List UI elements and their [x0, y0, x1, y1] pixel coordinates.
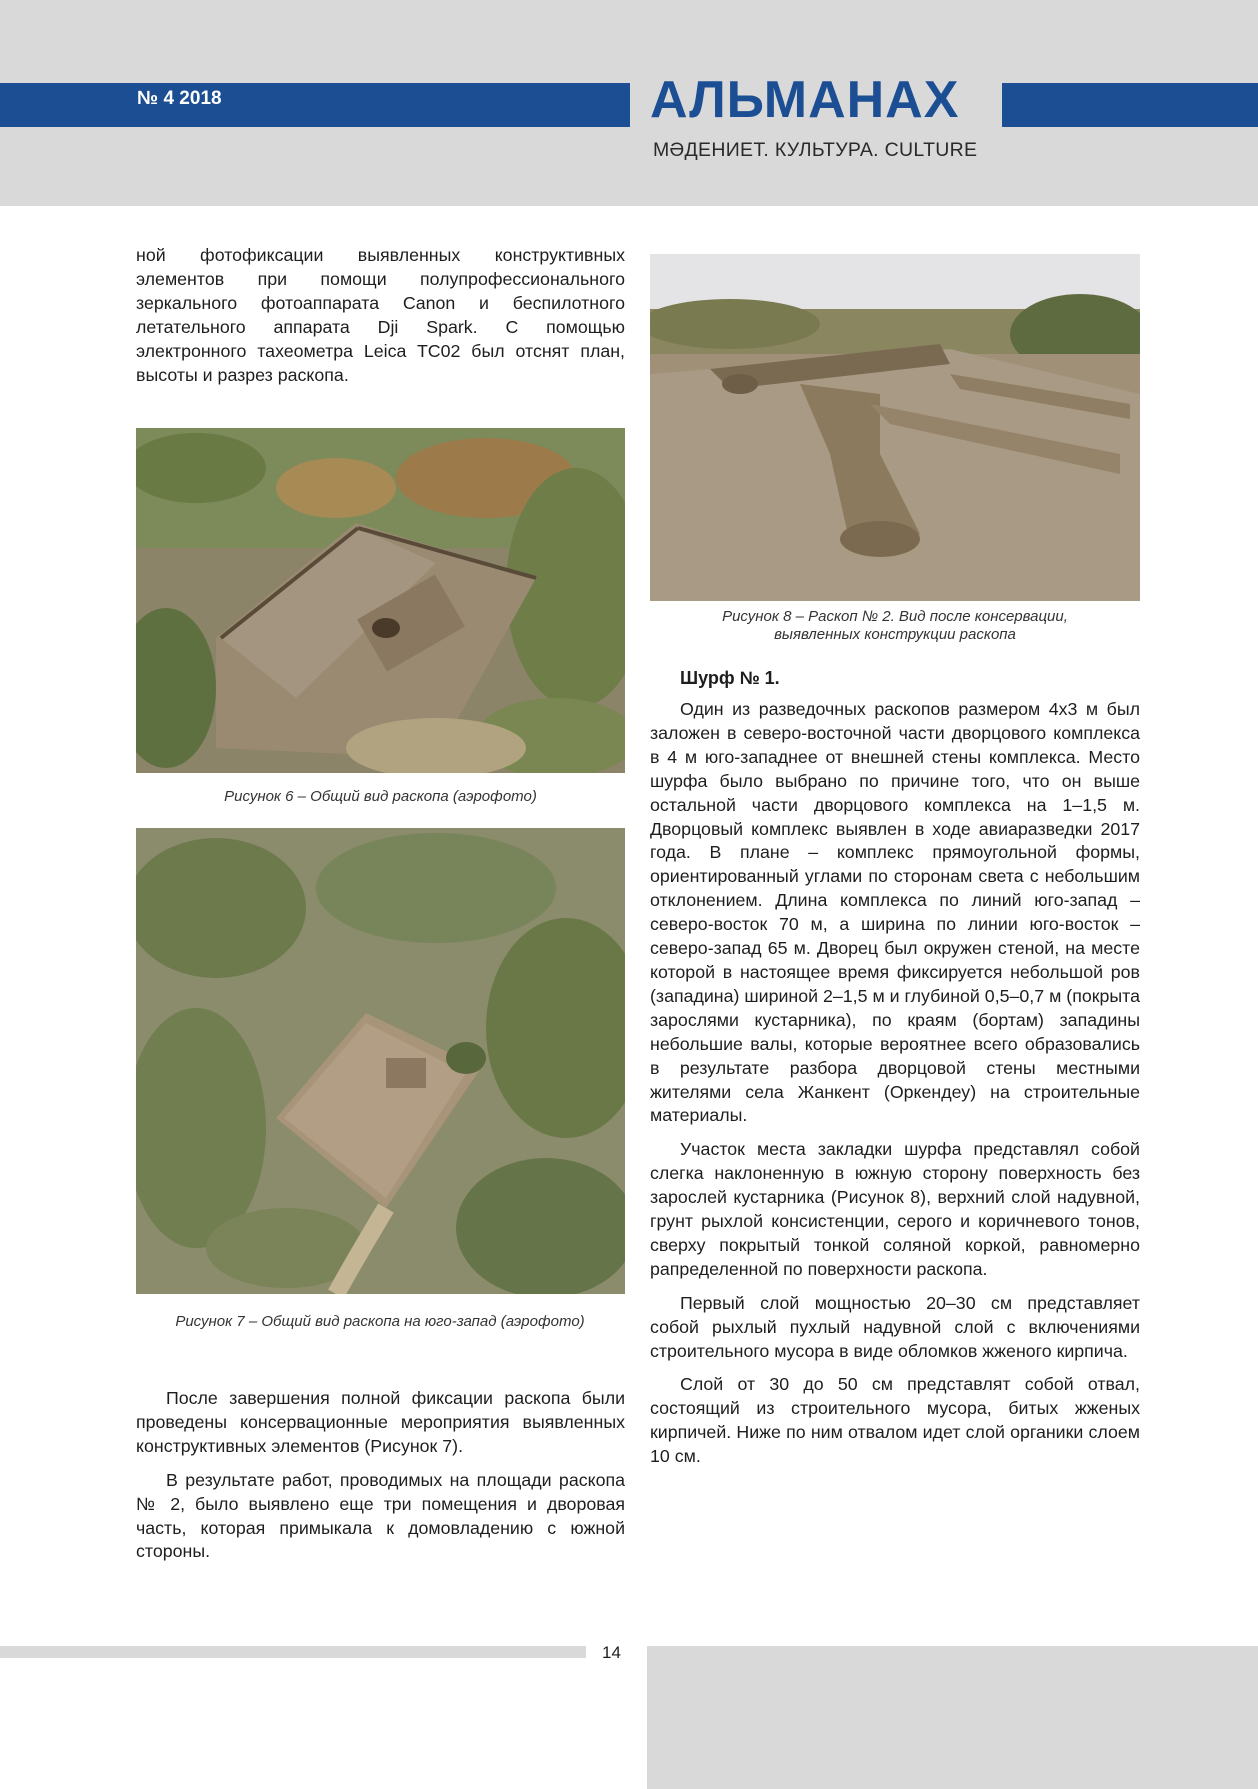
- figure-7-aerial-photo: [136, 828, 625, 1294]
- intro-paragraph: [136, 244, 625, 387]
- right-column-text: [650, 698, 1140, 1469]
- footer-line: [0, 1646, 586, 1658]
- figure-6-caption: Рисунок 6 – Общий вид раскопа (аэрофото): [224, 788, 537, 805]
- paragraph-second-layer: Слой от 30 до 50 см представлят собой отвал, состоящий из строительного мусора, битых жженых кирпичей. Ниже по ним отвалом идет слой органики слоем 10 см.: [650, 1374, 1140, 1467]
- figure-7-caption: Рисунок 7 – Общий вид раскопа на юго-запад (аэрофото): [175, 1313, 585, 1330]
- paragraph-pit-description: Один из разведочных раскопов размером 4х3 м был заложен в северо-восточной части дворцового комплекса в 4 м юго-западнее от внешней стены комплекса. Место шурфа было выбрано по причине того, что он выше остальной части дворцового комплекса на 1–1,5 м. Дворцовый комплекс выявлен в ходе авиаразведки 2017 года. В плане – комплекс прямоугольной формы, ориентированный углами по сторонам света с небольшим отклонением. Длина комплекса по линий юго-запад – северо-восток 70 м, а ширина по линии юго-восток – северо-запад 65 м. Дворец был окружен стеной, на месте которой в настоящее время фиксируется небольшой ров (западина) шириной 2–1,5 м и глубиной 0,5–0,7 м (покрыта зарослями кустарника), по краям (бортам) западины небольшие валы, которые вероятнее всего образовались в результате разбора дворцовой стены местными жителями села Жанкент (Оркендеу) на строительные материалы.: [650, 699, 1140, 1126]
- left-bottom-text: [136, 1387, 625, 1564]
- paragraph-results: В результате работ, проводимых на площади раскопа № 2, было выявлено еще три помещения и дворовая часть, которая примыкала к домовладению с южной стороны.: [136, 1469, 625, 1562]
- magazine-title: АЛЬМАНАХ: [650, 71, 960, 129]
- issue-number: № 4 2018: [137, 88, 222, 109]
- paragraph-conservation: После завершения полной фиксации раскопа были проведены консервационные мероприятия выявленных конструктивных элементов (Рисунок 7).: [136, 1388, 625, 1456]
- magazine-subtitle: МӘДЕНИЕТ. КУЛЬТУРА. CULTURE: [653, 139, 978, 161]
- footer-block: [647, 1646, 1258, 1789]
- figure-8-caption: Рисунок 8 – Раскоп № 2. Вид после консервации, выявленных конструкции раскопа: [722, 608, 1068, 643]
- paragraph-first-layer: Первый слой мощностью 20–30 см представляет собой рыхлый пухлый надувной слой с включениями строительного мусора в виде обломков жженого кирпича.: [650, 1292, 1140, 1361]
- intro-text: ной фотофиксации выявленных конструктивных элементов при помощи полупрофессионального зеркального фотоаппарата Canon и беспилотного летательного аппарата Dji Spark. С помощью электронного тахеометра Leica TC02 был отснят план, высоты и разрез раскопа.: [136, 245, 625, 385]
- figure-6-aerial-photo: [136, 428, 625, 773]
- page-number: 14: [602, 1643, 621, 1662]
- figure-8-photo: [650, 254, 1140, 601]
- section-heading: Шурф № 1.: [680, 668, 780, 688]
- header-bar-left: [0, 83, 630, 127]
- header-bar-right: [1002, 83, 1258, 127]
- paragraph-site-surface: Участок места закладки шурфа представлял собой слегка наклоненную в южную сторону поверхность без зарослей кустарника (Рисунок 8), верхний слой надувной, грунт рыхлой консистенции, серого и коричневого тонов, сверху покрытый тонкой соляной коркой, равномерно рапределенной по поверхности раскопа.: [650, 1139, 1140, 1279]
